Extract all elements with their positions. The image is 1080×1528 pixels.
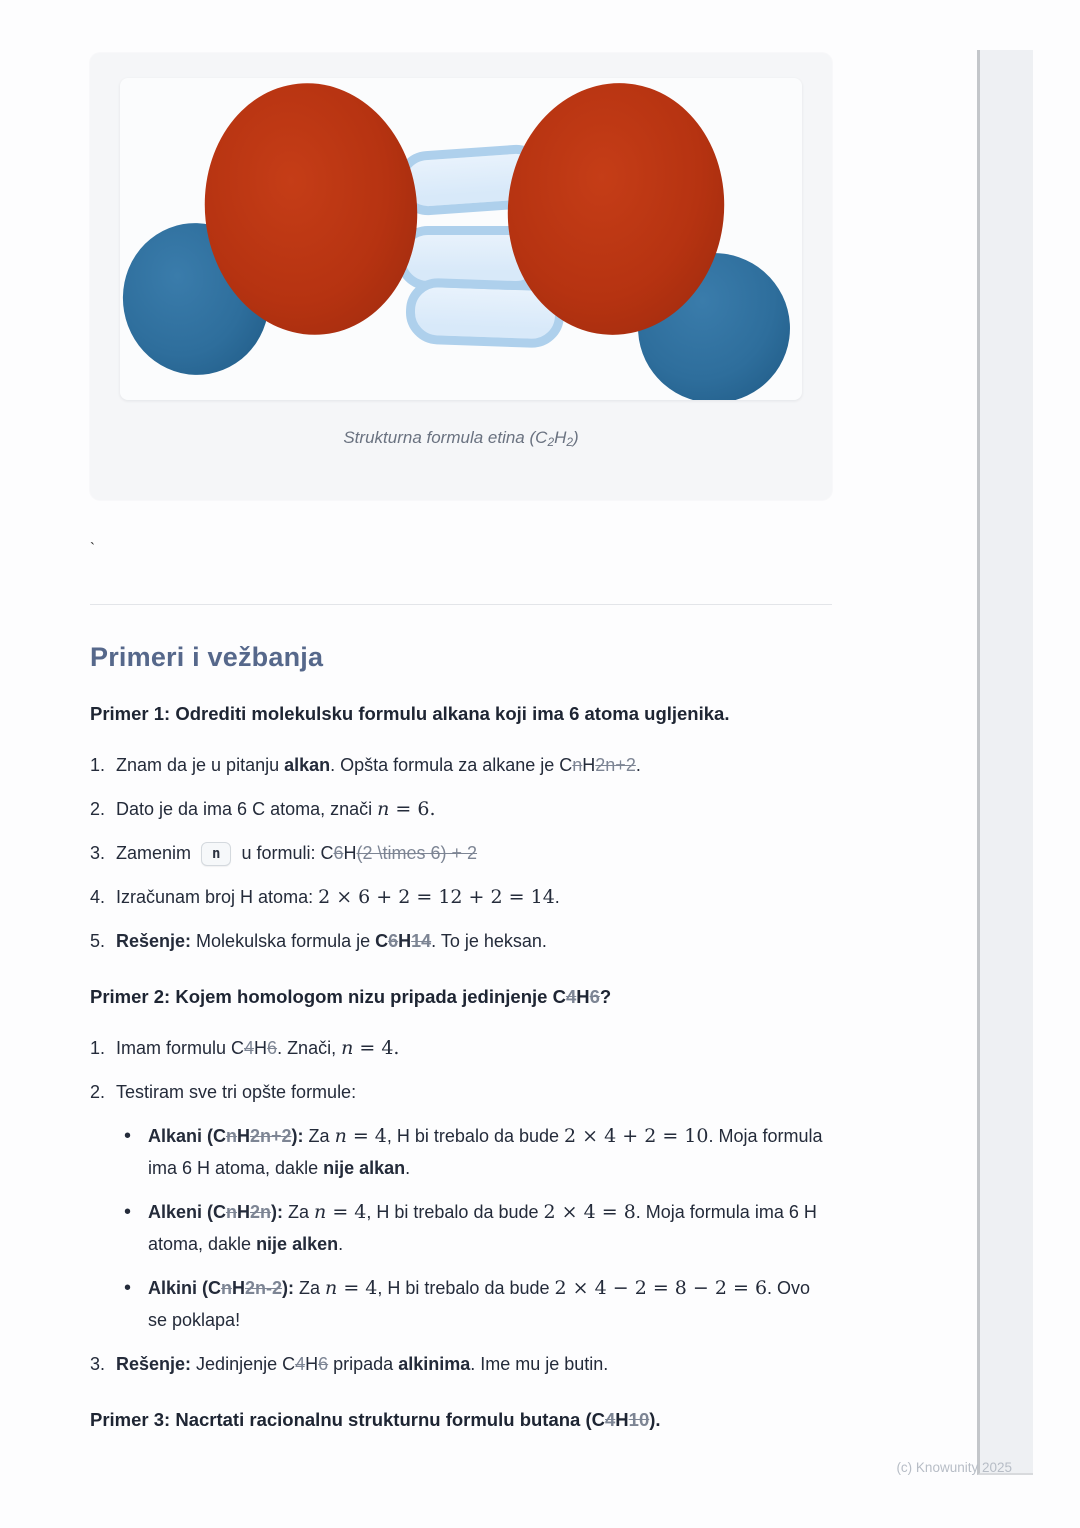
text-segment: . xyxy=(635,755,641,775)
text-segment: Za xyxy=(294,1278,326,1298)
list-item-text xyxy=(116,837,832,869)
text-segment: 4 xyxy=(295,1354,306,1374)
text-segment: . xyxy=(554,887,560,907)
text-segment: n xyxy=(221,1278,233,1298)
section-divider xyxy=(90,604,832,605)
list-marker: • xyxy=(124,1201,132,1223)
list-item xyxy=(124,1196,832,1260)
text-segment: = 4 xyxy=(326,1201,367,1223)
text-segment: n xyxy=(341,1037,354,1059)
text-segment: H xyxy=(554,428,567,447)
text-segment: n xyxy=(226,1202,238,1222)
text-segment: n xyxy=(226,1126,238,1146)
text-segment: ) xyxy=(572,428,579,447)
text-segment: Molekulska formula je xyxy=(191,931,376,951)
text-segment: 10 xyxy=(628,1409,650,1430)
list-marker: • xyxy=(124,1125,132,1147)
list-marker: 4. xyxy=(90,887,106,907)
list-item-text xyxy=(116,749,832,781)
text-segment: 2 xyxy=(566,434,573,449)
text-segment: H xyxy=(398,931,412,951)
example-list xyxy=(90,1032,832,1380)
figure-caption xyxy=(120,428,802,449)
text-segment: n xyxy=(334,1125,347,1147)
text-segment: Izračunam broj H atoma: xyxy=(116,887,319,907)
text-segment: Rešenje: xyxy=(116,1354,192,1374)
text-segment: 2 × 6 + 2 = 12 + 2 = 14 xyxy=(318,886,555,908)
list-item-text xyxy=(116,1076,832,1108)
text-segment: alkinima xyxy=(398,1354,471,1374)
text-segment: 4 xyxy=(244,1038,255,1058)
list-item-text xyxy=(148,1196,832,1260)
section-title: Primeri i vežbanja xyxy=(90,642,324,672)
text-segment: . xyxy=(405,1158,411,1178)
list-item xyxy=(90,793,832,825)
list-marker: 3. xyxy=(90,1354,106,1374)
document-content xyxy=(90,53,832,1455)
text-segment: 4 xyxy=(565,986,577,1007)
text-segment: pripada xyxy=(328,1354,399,1374)
text-segment: ). xyxy=(649,1409,661,1430)
text-segment: H xyxy=(232,1278,246,1298)
inline-code-n: n xyxy=(201,842,231,866)
list-marker: 2. xyxy=(90,799,106,819)
list-marker: 1. xyxy=(90,1038,106,1058)
scrollbar-track[interactable] xyxy=(977,50,1033,1475)
list-item-text xyxy=(148,1272,832,1336)
watermark: (c) Knowunity 2025 xyxy=(896,1460,1012,1475)
text-segment: Jedinjenje C xyxy=(191,1354,296,1374)
text-segment: n xyxy=(314,1201,327,1223)
text-segment: H xyxy=(254,1038,268,1058)
text-segment: Primer 1: Odrediti molekulsku formulu alkana koji ima 6 atoma ugljenika. xyxy=(90,703,730,724)
text-segment: . Opšta formula za alkane je C xyxy=(330,755,573,775)
text-segment: 2n xyxy=(250,1202,272,1222)
text-segment: 2n-2 xyxy=(245,1278,283,1298)
example-title xyxy=(90,1408,832,1431)
text-segment: 6 xyxy=(388,931,399,951)
text-segment: n xyxy=(325,1277,338,1299)
text-segment: . Moja formula ima 6 H atoma, dakle xyxy=(148,1126,823,1178)
text-segment: Imam formulu C xyxy=(116,1038,245,1058)
text-segment: nije alkan xyxy=(323,1158,406,1178)
text-segment: H xyxy=(305,1354,319,1374)
list-marker: 3. xyxy=(90,843,106,863)
text-segment: 6 xyxy=(589,986,600,1007)
molecule-illustration xyxy=(120,78,802,400)
text-segment: ): xyxy=(271,1202,284,1222)
text-segment: Dato je da ima 6 C atoma, znači xyxy=(116,799,378,819)
text-segment: Testiram sve tri opšte formule: xyxy=(116,1082,357,1102)
list-item xyxy=(90,1348,832,1380)
text-segment: = 4. xyxy=(353,1037,400,1059)
text-segment: H xyxy=(237,1126,251,1146)
list-item xyxy=(90,881,832,913)
text-segment: Alkini (C xyxy=(148,1278,222,1298)
text-segment: Znam da je u pitanju xyxy=(116,755,285,775)
text-segment: 4 xyxy=(605,1409,616,1430)
text-segment: Strukturna formula etina (C xyxy=(343,428,548,447)
text-segment: H xyxy=(582,755,596,775)
list-item xyxy=(90,925,832,957)
text-segment: 6 xyxy=(318,1354,329,1374)
list-item-text xyxy=(116,925,832,957)
text-segment: , H bi trebalo da bude xyxy=(386,1126,565,1146)
text-segment: H xyxy=(615,1409,629,1430)
list-item-text xyxy=(148,1120,832,1184)
text-segment: Alkeni (C xyxy=(148,1202,227,1222)
example-list xyxy=(90,749,832,957)
text-segment: Zamenim xyxy=(116,843,197,863)
list-item-text xyxy=(116,1032,832,1064)
text-segment: H xyxy=(343,843,357,863)
text-segment: 6 xyxy=(267,1038,278,1058)
list-item xyxy=(124,1120,832,1184)
text-segment: (2 \times 6) + 2 xyxy=(356,843,478,863)
text-segment: , H bi trebalo da bude xyxy=(377,1278,555,1298)
example-title xyxy=(90,985,832,1008)
text-segment: alkan xyxy=(284,755,331,775)
text-segment: n xyxy=(572,755,583,775)
list-item xyxy=(90,1032,832,1064)
text-segment: 2n+2 xyxy=(250,1126,292,1146)
list-item-text xyxy=(116,1348,832,1380)
text-segment: Za xyxy=(283,1202,315,1222)
text-segment: = 4 xyxy=(337,1277,378,1299)
stray-backtick: ` xyxy=(90,540,95,557)
text-segment: Alkani (C xyxy=(148,1126,227,1146)
text-segment: Za xyxy=(303,1126,335,1146)
example-title xyxy=(90,702,832,725)
examples-container xyxy=(90,702,832,1431)
text-segment: C xyxy=(375,931,389,951)
text-segment: n xyxy=(377,798,390,820)
list-item-text xyxy=(116,881,832,913)
text-segment: H xyxy=(237,1202,251,1222)
figure-card xyxy=(90,53,832,500)
list-item xyxy=(90,1076,832,1108)
text-segment: . Moja formula ima 6 H atoma, dakle xyxy=(148,1202,817,1254)
text-segment: u formuli: C xyxy=(236,843,334,863)
text-segment: 2 × 4 + 2 = 10 xyxy=(564,1125,709,1147)
text-segment: Primer 2: Kojem homologom nizu pripada jedinjenje C xyxy=(90,986,566,1007)
text-segment: H xyxy=(576,986,590,1007)
list-marker: 5. xyxy=(90,931,106,951)
text-segment: . Znači, xyxy=(277,1038,342,1058)
list-item xyxy=(90,837,832,869)
list-marker: 1. xyxy=(90,755,106,775)
text-segment: . Ovo se poklapa! xyxy=(148,1278,811,1330)
text-segment: 2 × 4 = 8 xyxy=(543,1201,636,1223)
text-segment: ? xyxy=(599,986,612,1007)
text-segment: Rešenje: xyxy=(116,931,192,951)
text-segment: ): xyxy=(291,1126,304,1146)
text-segment: = 4 xyxy=(346,1125,387,1147)
list-item-text xyxy=(116,793,832,825)
list-item xyxy=(124,1272,832,1336)
list-marker: 2. xyxy=(90,1082,106,1102)
text-segment: Primer 3: Nacrtati racionalnu strukturnu formulu butana (C xyxy=(90,1409,605,1430)
text-segment: ): xyxy=(282,1278,295,1298)
text-segment: 14 xyxy=(411,931,432,951)
text-segment: 2 xyxy=(547,434,555,449)
text-segment: . To je heksan. xyxy=(431,931,547,951)
text-segment: 2n+2 xyxy=(595,755,636,775)
text-segment: . xyxy=(338,1234,344,1254)
text-segment: 6 xyxy=(333,843,344,863)
text-segment: nije alken xyxy=(256,1234,339,1254)
text-segment: 2 × 4 − 2 = 8 − 2 = 6 xyxy=(554,1277,768,1299)
text-segment: = 6. xyxy=(389,798,436,820)
list-item xyxy=(90,749,832,781)
list-marker: • xyxy=(124,1277,132,1299)
text-segment: . Ime mu je butin. xyxy=(470,1354,609,1374)
text-segment: , H bi trebalo da bude xyxy=(366,1202,544,1222)
